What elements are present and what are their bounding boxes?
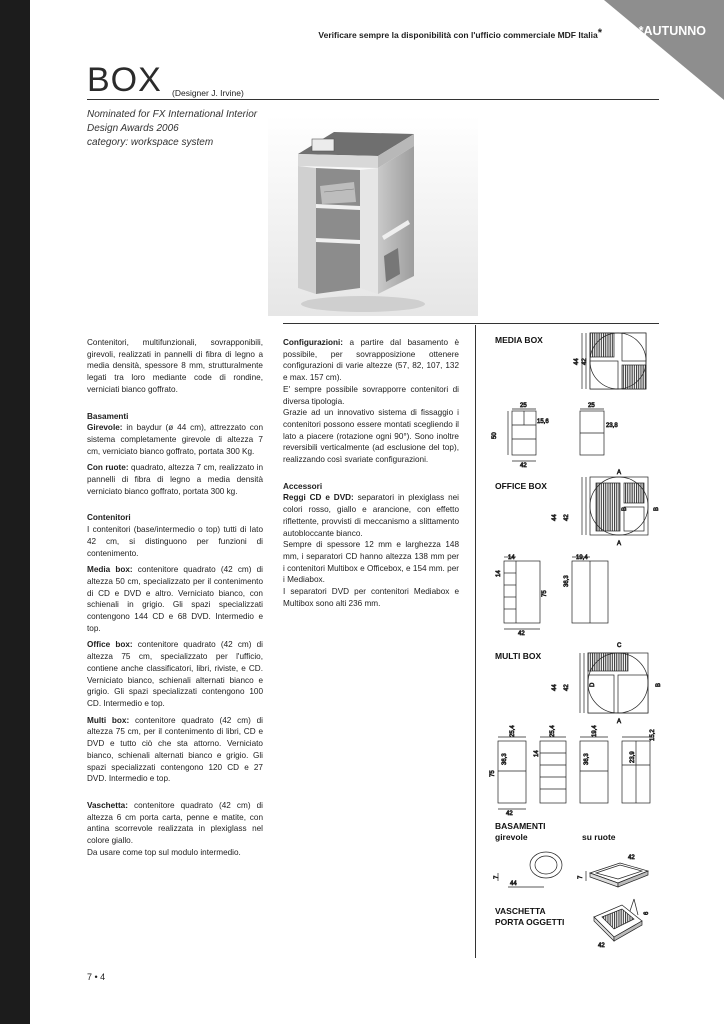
girevole-dim-7: 7 <box>494 875 500 879</box>
technical-drawings-column <box>482 325 662 965</box>
su-ruote-label: su ruote <box>582 832 616 842</box>
config-desc: Configurazioni: a partire dal basamento è possibile, per sovrapposizione ottenere configurazioni di varie altezze (57, 82, 107, 132 e max. 157 cm). <box>283 338 459 383</box>
ruote-base-drawing <box>586 863 648 887</box>
multi-a-dim-42: 42 <box>506 811 513 817</box>
office-plan-side-a-top: A <box>617 470 622 476</box>
multi-b-dim-25-4: 25,4 <box>550 725 556 737</box>
nomination-note: Nominated for FX International Interior Design Awards 2006 category: workspace system <box>87 109 258 148</box>
vaschetta-desc: Vaschetta: contenitore quadrato (42 cm) di altezza 6 cm porta carta, penne e matite, con antina scorrevole realizzata in plexiglass nel colore giallo. <box>87 800 263 846</box>
title-rule <box>87 99 659 100</box>
office-side-dim-36-3: 36,3 <box>564 575 570 587</box>
column-divider <box>475 325 476 958</box>
multi-c-dim-19-4: 19,4 <box>592 725 598 737</box>
accessori-heading: Accessori <box>283 481 323 491</box>
multi-box-front-b-drawing <box>540 737 566 803</box>
drawings-svg <box>482 325 662 965</box>
reggi-p2: Sempre di spessore 12 mm e larghezza 148 mm, i separatori CD hanno altezza 138 mm per i contenitori Multibox e Officebox, e 154 mm. per i Mediabox. <box>283 540 459 585</box>
media-front-dim-42: 42 <box>520 463 527 469</box>
multi-plan-dim-42: 42 <box>564 684 570 691</box>
multi-plan-dim-44: 44 <box>552 684 558 691</box>
media-box-label: MEDIA BOX <box>495 335 543 345</box>
multi-a-dim-36-3: 36,3 <box>502 753 508 765</box>
left-margin-bar <box>0 0 30 1024</box>
vaschetta-dim-6: 6 <box>644 911 650 915</box>
office-box-side-drawing <box>572 557 608 623</box>
office-box-desc: Office box: contenitore quadrato (42 cm) di altezza 75 cm, specializzato per l'ufficio, contiene anche classificatori, libri, riviste, e CD. Verniciato bianco, schienali alternati bianco e grigio. Gli spazi specializzati contengono 100 CD. Intermedio e top. <box>87 640 263 708</box>
contenitori-heading: Contenitori <box>87 513 131 523</box>
office-plan-dim-42: 42 <box>564 514 570 521</box>
media-plan-dim-44: 44 <box>574 358 580 365</box>
ruote-dim-42: 42 <box>628 855 635 861</box>
product-photo <box>268 116 478 316</box>
office-plan-side-b-left: B <box>622 506 628 511</box>
media-box-front-drawing <box>508 409 536 461</box>
office-side-dim-19-4: 19,4 <box>576 555 588 561</box>
office-plan-side-b-right: B <box>654 506 660 511</box>
config-p2: E' sempre possibile sovrapporre contenitori di diversa tipologia. <box>283 384 459 406</box>
body-rule <box>283 323 659 324</box>
reggi-desc: Reggi CD e DVD: separatori in plexiglass nei colori rosso, giallo e arancione, con effetto riflettente, provvisti di meccanismo a slittamento autobloccante bianco. <box>283 493 459 538</box>
ruote-dim-7: 7 <box>578 875 584 879</box>
girevole-base-drawing <box>498 852 562 887</box>
basamenti-label: BASAMENTI girevole <box>495 821 546 842</box>
vaschetta-label: VASCHETTA PORTA OGGETTI <box>495 906 565 927</box>
page-number: 7 • 4 <box>87 972 106 982</box>
intro-text: Contenitori, multifunzionali, sovrapponibili, girevoli, realizzati in pannelli di fibra di legno a media densità, spessore 8 mm, strutturalmente legati tra loro mediante code di rondine, verniciati bianco goffrato. <box>87 338 263 394</box>
vaschetta-note: Da usare come top sul modulo intermedio. <box>87 847 241 857</box>
media-box-side-drawing <box>580 409 604 455</box>
availability-note: Verificare sempre la disponibilità con l'ufficio commerciale MDF Italia* <box>318 27 602 40</box>
media-box-plan-drawing <box>582 333 646 389</box>
multi-plan-side-b: B <box>656 682 662 687</box>
media-front-dim-25: 25 <box>520 403 527 409</box>
girevole-desc: Girevole: in baydur (ø 44 cm), attrezzato con sistema completamente girevole di altezza 7 cm, verniciato bianco goffrato, portata 300 Kg. <box>87 423 263 456</box>
contenitori-desc: I contenitori (base/intermedio o top) tutti di lato 42 cm, si distinguono per funzioni di contenimento. <box>87 525 263 558</box>
multi-a-dim-75: 75 <box>490 770 496 777</box>
office-front-dim-14-top: 14 <box>508 555 515 561</box>
vaschetta-drawing <box>594 899 642 941</box>
multi-plan-side-c: C <box>617 643 622 649</box>
season-label: *AUTUNNO <box>638 24 706 38</box>
designer-credit: (Designer J. Irvine) <box>172 88 244 98</box>
office-front-dim-42: 42 <box>518 631 525 637</box>
media-side-dim-25: 25 <box>588 403 595 409</box>
media-side-dim-23-8: 23,8 <box>606 423 618 429</box>
multi-a-dim-25-4: 25,4 <box>510 725 516 737</box>
office-box-plan-drawing <box>582 477 648 535</box>
multi-plan-side-d: D <box>590 682 596 687</box>
media-box-desc: Media box: contenitore quadrato (42 cm) di altezza 50 cm, specializzato per il contenimento di CD e DVD e altro. Verniciato bianco, con schienali in grigio. Gli spazi specializzati contengono 144 CD e 68 DVD. Intermedio e top. <box>87 565 263 633</box>
multi-d-dim-23-9: 23,9 <box>630 751 636 763</box>
reggi-p3: I separatori DVD per contenitori Mediabox e Multibox sono alti 236 mm. <box>283 587 459 608</box>
office-box-front-drawing <box>504 557 540 629</box>
girevole-dim-44: 44 <box>510 881 517 887</box>
ruote-desc: Con ruote: quadrato, altezza 7 cm, realizzato in pannelli di fibra di legno a media densità verniciato bianco goffrato, portata 300 kg. <box>87 463 264 496</box>
media-plan-dim-42: 42 <box>582 358 588 365</box>
office-front-dim-75: 75 <box>542 590 548 597</box>
office-box-label: OFFICE BOX <box>495 481 547 491</box>
basamenti-heading: Basamenti <box>87 411 129 421</box>
multi-box-label: MULTI BOX <box>495 651 542 661</box>
multi-b-dim-14: 14 <box>534 750 540 757</box>
description-column-1 <box>87 337 263 863</box>
product-title: BOX <box>87 61 162 99</box>
media-front-dim-50: 50 <box>492 432 498 439</box>
multi-plan-side-a: A <box>617 719 622 725</box>
multi-box-front-d-drawing <box>622 737 650 803</box>
multi-box-front-a-drawing <box>498 737 526 809</box>
multi-box-desc: Multi box: contenitore quadrato (42 cm) di altezza 75 cm, per il contenimento di libri, CD e DVD e tutto ciò che sta attorno. Verniciato bianco, schienali alternati bianco e grigio. Gli spazi specializzati contengono 120 CD e 27 DVD. Intermedio e top. <box>87 715 263 784</box>
multi-c-dim-36-3: 36,3 <box>584 753 590 765</box>
media-front-dim-15-6: 15,6 <box>537 419 549 425</box>
config-p3: Grazie ad un innovativo sistema di fissaggio i contenitori possono essere montati scegliendo il lato a piacere (rotazione ogni 90°). Sono inoltre reversibili verticalmente (ad esclusione del top), realizzando così svariate configurazioni. <box>283 408 459 465</box>
vaschetta-dim-42: 42 <box>598 943 605 949</box>
multi-box-front-c-drawing <box>580 737 608 803</box>
season-corner-tab <box>604 0 724 100</box>
description-column-2 <box>283 337 459 614</box>
office-plan-dim-44: 44 <box>552 514 558 521</box>
multi-d-dim-15-2: 15,2 <box>650 729 656 741</box>
office-plan-side-a-bottom: A <box>617 541 622 547</box>
office-front-dim-14-side: 14 <box>496 570 502 577</box>
